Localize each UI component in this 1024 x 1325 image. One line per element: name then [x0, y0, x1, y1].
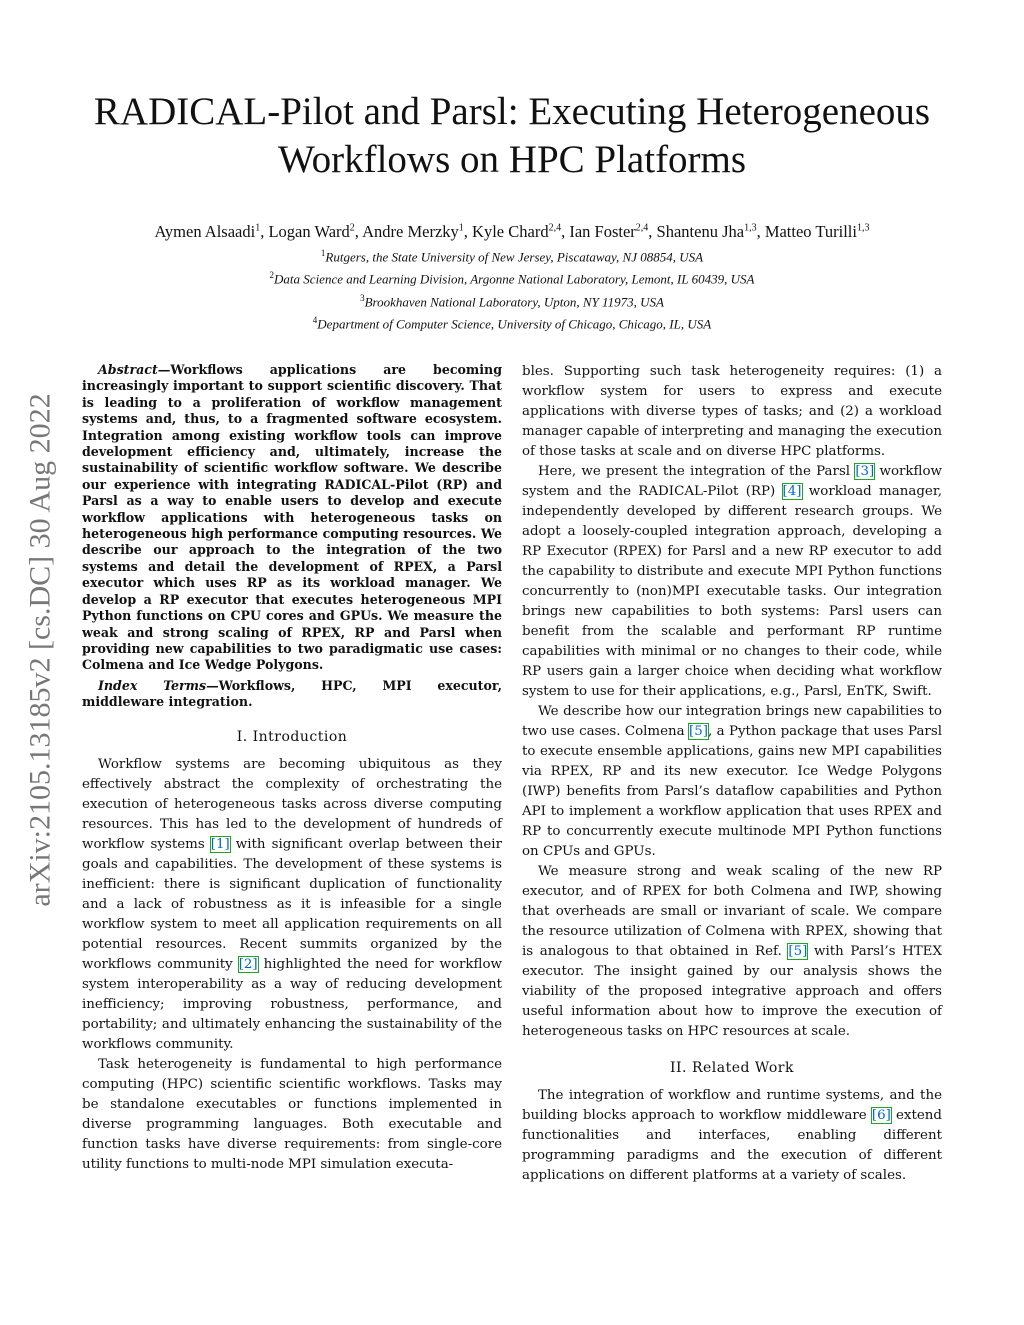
citation-link-5b[interactable]: [5] — [788, 944, 808, 959]
intro-paragraph-2-continued — [522, 362, 942, 462]
affiliation-number: 2 — [269, 270, 275, 281]
paper-title — [60, 88, 964, 184]
author: Andre Merzky — [362, 222, 459, 241]
author-affil: 2,4 — [635, 222, 649, 234]
author: Logan Ward — [268, 222, 350, 241]
author-list: Aymen Alsaadi$^1$, Logan Ward$^2$, Andre Merzky$^1$, Kyle Chard$^{2,4}$, Ian Foster$^{2,4}$, Shantenu Jha$^{1,3}$, Matteo Turilli$^{1,3}$ — [154, 222, 870, 241]
paragraph-text: with Parsl’s HTEX executor. The insight gained by our analysis shows the viability of the proposed integrative approach and offers useful information about how to improve the execution of heterogeneous tasks on HPC resources at scale. — [522, 944, 942, 1039]
citation-link-3[interactable]: [3] — [855, 464, 875, 479]
paragraph-text: bles. Supporting such task heterogeneity requires: (1) a workflow system for users to express and execute applications with diverse types of tasks; and (2) a workload manager capable of interpreting and managing the execution of those tasks at scale and on diverse HPC platforms. — [522, 364, 942, 459]
author: Shantenu Jha — [656, 222, 745, 241]
paragraph-text: We measure strong and weak scaling of the new RP executor, and of RPEX for both Colmena and IWP, showing that overheads are small or invariant of scale. We compare the resource utilization of Colmena with RPEX, showing that is analogous to that obtained in Ref. — [522, 864, 942, 959]
intro-paragraph-3 — [522, 462, 942, 702]
affiliation-text: Department of Computer Science, University of Chicago, Chicago, IL, USA — [317, 316, 712, 332]
author-affil: 2 — [349, 222, 355, 234]
citation-link-5[interactable]: [5] — [689, 724, 708, 739]
abstract-text: —Workflows applications are becoming increasingly important to support scientific discovery. That is leading to a proliferation of workflow management systems and, thus, to a fragmented software ecosystem. Integration among existing workflow tools can improve development efficiency and, ultimately, increase the sustainability of scientific workflow software. We describe our experience with integrating RADICAL-Pilot (RP) and Parsl as a way to enable users to develop and execute workflow applications with heterogeneous tasks on heterogeneous high performance computing resources. We describe our approach to the integration of the two systems and detail the development of RPEX, a Parsl executor which uses RP as its workload manager. We develop a RP executor that executes heterogeneous MPI Python functions on CPU cores and GPUs. We measure the weak and strong scaling of RPEX, RP and Parsl when providing new capabilities to two paradigmatic use cases: Colmena and Ice Wedge Polygons. — [82, 362, 502, 673]
intro-paragraph-5 — [522, 862, 942, 1042]
affiliation-text: Brookhaven National Laboratory, Upton, NY 11973, USA — [364, 293, 664, 309]
paragraph-text: with significant overlap between their goals and capabilities. The development of these systems is inefficient: there is significant duplication of functionality and a lack of robustness as it is infeasible for a single workflow system to meet all application requirements on all potential resources. Recent summits organized by the workflows community — [82, 836, 502, 972]
affiliation — [60, 311, 964, 333]
index-terms — [82, 678, 502, 711]
title-line-2: Workflows on HPC Platforms — [277, 138, 747, 181]
citation-link-4[interactable]: [4] — [782, 484, 802, 499]
citation-link-1[interactable]: [1] — [210, 836, 230, 852]
author-affil: 1,3 — [856, 222, 870, 234]
left-column — [82, 362, 502, 1175]
arxiv-identifier-stamp — [16, 350, 66, 950]
affiliation-number: 3 — [360, 292, 365, 303]
paragraph-text: workflow system and the RADICAL-Pilot (RP) — [522, 464, 942, 499]
index-terms-text: —Workflows, HPC, MPI executor, middleware integration. — [82, 677, 503, 710]
abstract — [82, 362, 502, 674]
section-heading-related-work: II. Related Work — [670, 1060, 794, 1076]
related-paragraph-1 — [522, 1086, 942, 1186]
paragraph-text: , a Python package that uses Parsl to execute ensemble applications, gains new MPI capabilities via RPEX, RP and its new executor. Ice Wedge Polygons (IWP) benefits from Parsl’s dataflow capabilities and Python API to implement a workflow application that uses RPEX and RP to concurrently execute multinode MPI Python functions on CPUs and GPUs. — [522, 724, 942, 859]
author-affil: 1,3 — [744, 222, 757, 234]
abstract-label: Abstract — [98, 362, 158, 377]
author: Ian Foster — [569, 222, 636, 241]
citation-link-6[interactable]: [6] — [871, 1108, 891, 1123]
paragraph-text: Task heterogeneity is fundamental to high performance computing (HPC) scientific scientific workflows. Tasks may be standalone executables or functions implemented in diverse programming languages. Both executable and function tasks have diverse requirements: from single-core utility functions to multi-node MPI simulation executa- — [82, 1056, 502, 1172]
affiliation-number: 4 — [312, 314, 318, 325]
intro-paragraph-1 — [82, 755, 502, 1055]
right-column — [522, 362, 942, 1186]
paragraph-text: extend functionalities and interfaces, enabling different programming paradigms and the execution of different applications on different platforms at a variety of scales. — [522, 1108, 942, 1183]
affiliation — [60, 289, 964, 311]
author-affil: 1 — [255, 222, 261, 234]
affiliation-list — [60, 244, 964, 333]
affiliation — [60, 244, 964, 266]
section-heading-introduction: I. Introduction — [236, 728, 348, 745]
paragraph-text: We describe how our integration brings new capabilities to two use cases. Colmena — [522, 704, 942, 739]
author-affil: 2,4 — [548, 222, 562, 234]
affiliation-number: 1 — [320, 248, 326, 258]
intro-paragraph-2 — [82, 1055, 502, 1175]
paragraph-text: The integration of workflow and runtime systems, and the building blocks approach to workflow middleware — [522, 1088, 942, 1123]
paragraph-text: Here, we present the integration of the Parsl — [538, 464, 856, 479]
title-line-1: RADICAL-Pilot and Parsl: Executing Heterogeneous — [93, 90, 931, 133]
author: Kyle Chard — [472, 222, 549, 241]
author: Aymen Alsaadi — [154, 222, 256, 241]
author: Matteo Turilli — [764, 222, 857, 241]
paragraph-text: Workflow systems are becoming ubiquitous as they effectively abstract the complexity of orchestrating the execution of heterogeneous tasks across diverse computing resources. This has led to the development of hundreds of workflow systems — [82, 756, 502, 852]
arxiv-id-text: arXiv:2105.13185v2 [cs.DC] 30 Aug 2022 — [24, 393, 58, 907]
paragraph-text: workload manager, independently developed by different research groups. We adopt a loosely-coupled integration approach, developing a RP Executor (RPEX) for Parsl and a new RP executor to add the capability to distribute and execute MPI Python functions concurrently to (non)MPI executable tasks. Our integration brings new capabilities to both systems: Parsl users can benefit from the scalable and performant RP runtime capabilities with minimal or no changes to their code, while RP users gain a larger choice when deciding what workflow system to use for their applications, e.g., Parsl, EnTK, Swift. — [522, 484, 943, 699]
affiliation-text: Rutgers, the State University of New Jersey, Piscataway, NJ 08854, USA — [325, 249, 704, 265]
author-affil: 1 — [458, 222, 464, 234]
affiliation-text: Data Science and Learning Division, Argonne National Laboratory, Lemont, IL 60439, USA — [274, 271, 755, 287]
index-terms-label: Index Terms — [98, 677, 207, 693]
intro-paragraph-4 — [522, 702, 942, 862]
affiliation — [60, 266, 964, 288]
paragraph-text: highlighted the need for workflow system interoperability as a way of reducing development inefficiency; improving robustness, performance, and portability; and ultimately enhancing the sustainability of the workflows community. — [82, 956, 502, 1052]
citation-link-2[interactable]: [2] — [238, 956, 258, 972]
